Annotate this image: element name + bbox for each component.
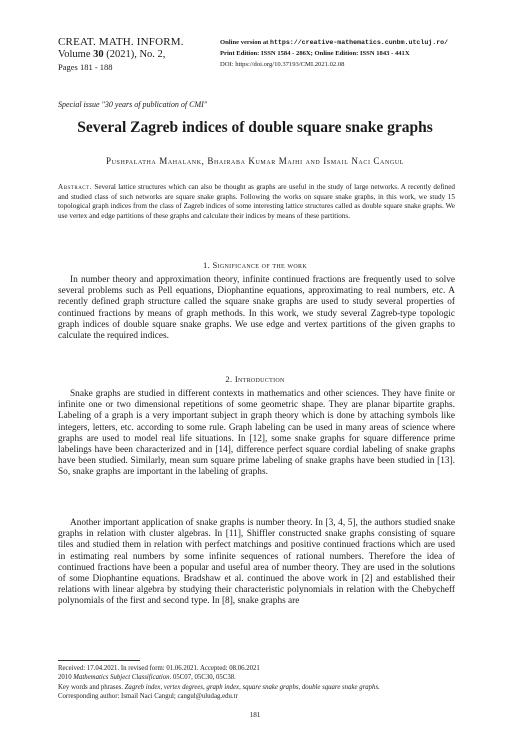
footnote-corresponding-author: Corresponding author: Ismail Naci Cangul; cangul@uludag.edu.tr [58,692,238,700]
abstract-text: Several lattice structures which can also be thought as graphs are useful in the study of large networks. A recently defined and studied class of such networks are square snake graphs. Following the works on square snake graphs, in this work, we study 15 topological graph indices from the class of Zagreb indices of some interesting lattice structures called as double square snake graphs. We use vertex and edge partitions of these graphs and calculate their indices by means of these partitions. [58,183,455,221]
paragraph-introduction-1: Snake graphs are studied in different contexts in mathematics and other sciences. They have finite or infinite one or two dimensional repetitions of some geometric shape. They are planar bipartite graphs. Labeling of a graph is a very important subject in graph theory which is done by attaching symbols like integers, letters, etc. according to some rule. Graph labeling can be used in many areas of science where graphs are used to model real life situations. In [12], some snake graphs for square difference prime labelings have been characterized and in [14], difference perfect square cordial labeling of snake graphs have been studied. Similarly, mean sum square prime labeling of snake graphs have been studied in [13]. So, snake graphs are important in the labeling of graphs. [58,389,455,478]
issn-line: Print Edition: ISSN 1584 - 286X; Online Edition: ISSN 1843 - 441X [220,50,410,57]
online-url-link[interactable]: https://creative-mathematics.cunbm.utcluj.ro/ [270,39,449,46]
footnote-divider [58,660,140,661]
author-list: Pushpalatha Mahalank, Bhairaba Kumar Majhi and Ismail Naci Cangul [105,156,405,166]
paragraph-introduction-2: Another important application of snake graphs is number theory. In [3, 4, 5], the authors studied snake graphs in relation with cluster algebras. In [11], Shiffler constructed snake graphs consisting of square tiles and studied them in relation with perfect matchings and positive continued fractions which are used in estimating real numbers by some infinite sequences of rational numbers. Therefore the idea of continued fractions have been a popular and useful area of number theory. They are used in the solutions of some Diophantine equations. Bradshaw et al. continued the above work in [2] and established their relations with linear algebra by studying their characteristic polynomials in relation with the Chebycheff polynomials of the first and second type. In [8], snake graphs are [58,518,455,607]
paragraph-significance: In number theory and approximation theory, infinite continued fractions are frequently used to solve several problems such as Pell equations, Diophantine equations, approximating to real numbers, etc. A recently defined graph structure called the square snake graphs are used to study several properties of continued fractions by means of graph methods. In this work, we study several Zagreb-type topologic graph indices of double square snake graphs. We use edge and vertex partitions of the given graphs to calculate the required indices. [58,275,455,342]
volume-line: Volume 30 (2021), No. 2, [58,48,166,60]
abstract [58,183,455,222]
footnote-keywords: Key words and phrases. Zagreb index, vertex degrees, graph index, square snake graphs, double square snake graphs. [58,683,380,691]
footnote-dates: Received: 17.04.2021. In revised form: 01.06.2021. Accepted: 08.06.2021 [58,665,260,672]
journal-info [58,36,184,74]
journal-name: CREAT. MATH. INFORM. [58,36,184,48]
journal-header [58,36,470,76]
abstract-label: Abstract. [58,183,92,191]
page-number: 181 [249,711,261,719]
special-issue-note: Special issue "30 years of publication of CMI" [58,100,208,109]
section-heading-significance: 1. Significance of the work [203,260,307,270]
footnotes [58,664,478,701]
publication-info [220,37,448,70]
page-range: Pages 181 - 188 [58,62,113,72]
section-heading-introduction: 2. Introduction [225,374,285,384]
paper-title: Several Zagreb indices of double square snake graphs [77,119,433,136]
footnote-msc: 2010 Mathematics Subject Classification. 05C07, 05C30, 05C38. [58,674,236,682]
volume-number: 30 [93,48,104,60]
online-version-line: Online version at https://creative-mathematics.cunbm.utcluj.ro/ [220,39,449,46]
doi-link[interactable]: DOI: https://doi.org/10.37193/CMI.2021.02.08 [220,61,345,68]
